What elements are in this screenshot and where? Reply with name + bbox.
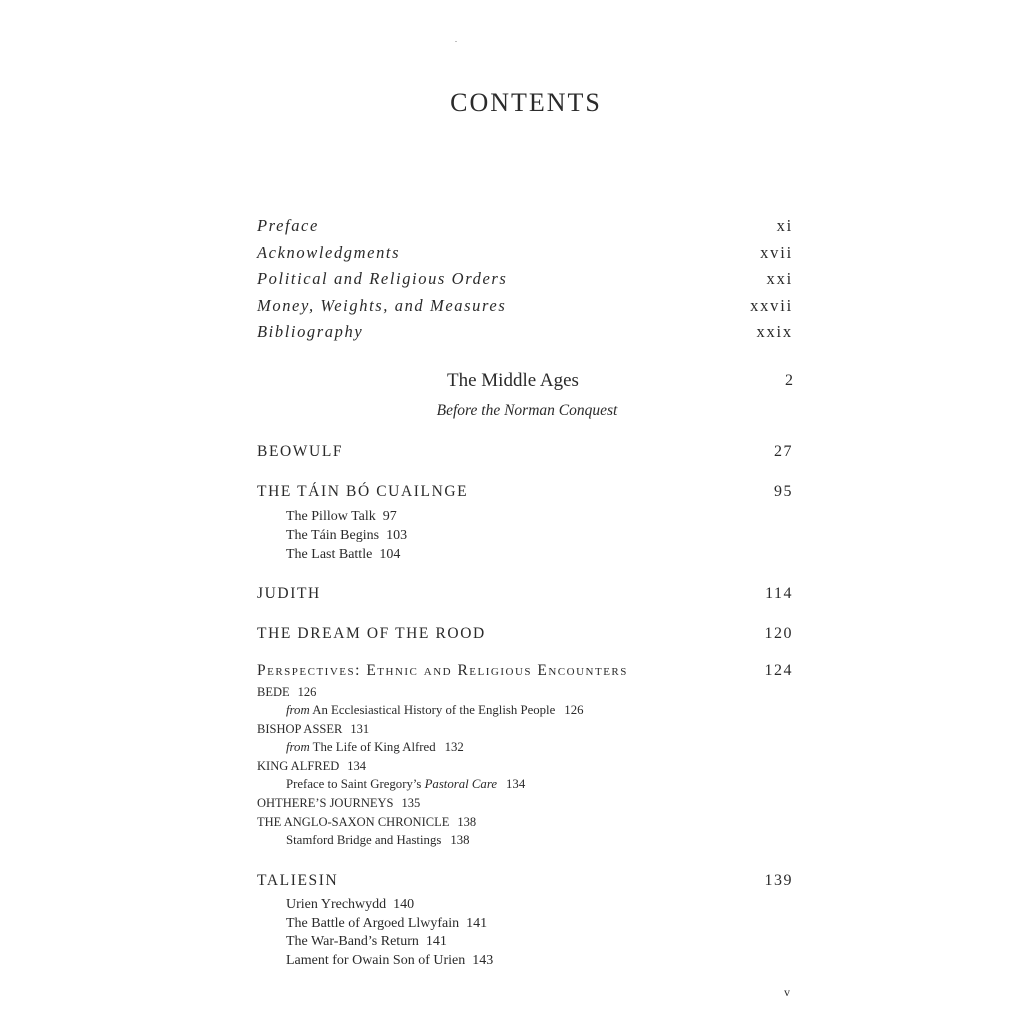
toc-author-label: BEDE: [257, 685, 290, 699]
toc-entry-dream-of-the-rood: [257, 625, 793, 647]
toc-author-label: BISHOP ASSER: [257, 722, 343, 736]
toc-subentry-page: 141: [466, 916, 488, 931]
toc-subentry-label: The War-Band’s Return: [286, 934, 419, 949]
toc-work-page: 138: [450, 833, 470, 847]
toc-work: [286, 833, 470, 848]
toc-author-page: 135: [401, 796, 421, 810]
toc-subentry-label: The Táin Begins: [286, 528, 380, 543]
toc-entry-label: THE TÁIN BÓ CUAILNGE: [257, 483, 469, 500]
toc-entry-label: TALIESIN: [257, 872, 339, 889]
toc-entry-label: Perspectives: Ethnic and Religious Encounters: [257, 662, 628, 679]
part-title: The Middle Ages: [447, 370, 579, 391]
toc-entry-label: Political and Religious Orders: [257, 269, 508, 288]
toc-entry-page: xxix: [756, 322, 793, 341]
toc-entry-preface: [257, 216, 793, 238]
toc-work: [286, 703, 584, 718]
toc-work-page: 134: [506, 777, 526, 791]
part-subtitle: Before the Norman Conquest: [436, 402, 618, 419]
toc-author-label: OHTHERE’S JOURNEYS: [257, 796, 394, 810]
toc-work-prefix: from: [286, 703, 310, 717]
toc-work: [286, 777, 525, 792]
toc-entry-page: xi: [776, 216, 793, 235]
toc-entry-beowulf: [257, 443, 793, 465]
toc-subentry: [286, 953, 493, 969]
page-title: CONTENTS: [450, 88, 602, 117]
toc-entry-label: THE DREAM OF THE ROOD: [257, 625, 486, 642]
toc-author: [257, 796, 420, 811]
toc-work-label: An Ecclesiastical History of the English People: [312, 703, 556, 717]
toc-entry-page: 120: [764, 625, 793, 642]
toc-entry-taliesin: [257, 872, 793, 894]
toc-subentry: [286, 916, 487, 932]
toc-entry-acknowledgments: [257, 243, 793, 265]
toc-entry-label: JUDITH: [257, 585, 321, 602]
toc-entry-page: 95: [774, 483, 793, 500]
toc-entry-page: 27: [774, 443, 793, 460]
toc-work-label: The Life of King Alfred: [312, 740, 436, 754]
toc-author-label: KING ALFRED: [257, 759, 340, 773]
toc-entry-label: Money, Weights, and Measures: [257, 296, 507, 315]
toc-work-prefix: from: [286, 740, 310, 754]
toc-subentry: [286, 528, 407, 544]
toc-subentry: [286, 897, 414, 913]
toc-subentry-page: 141: [425, 934, 447, 949]
toc-subentry-page: 97: [382, 509, 397, 524]
toc-author-page: 134: [347, 759, 367, 773]
toc-author: [257, 685, 316, 700]
toc-work: [286, 740, 464, 755]
toc-entry-judith: [257, 585, 793, 607]
toc-entry-money-weights: [257, 296, 793, 318]
toc-author: [257, 722, 369, 737]
toc-subentry-label: Urien Yrechwydd: [286, 897, 387, 912]
toc-subentry-label: The Last Battle: [286, 547, 373, 562]
paper-speck: [455, 41, 457, 42]
toc-entry-page: xxi: [766, 269, 793, 288]
toc-work-title: Pastoral Care: [424, 777, 498, 791]
toc-entry-page: 124: [764, 662, 793, 679]
toc-entry-label: Preface: [257, 216, 319, 235]
toc-subentry-label: The Pillow Talk: [286, 509, 376, 524]
toc-entry-bibliography: [257, 322, 793, 344]
toc-subentry-label: Lament for Owain Son of Urien: [286, 953, 466, 968]
toc-subentry-page: 140: [393, 897, 415, 912]
toc-subentry-page: 143: [472, 953, 494, 968]
toc-work-page: 132: [444, 740, 464, 754]
toc-subentry-page: 104: [379, 547, 401, 562]
toc-author-label: THE ANGLO-SAXON CHRONICLE: [257, 815, 450, 829]
toc-author-page: 138: [457, 815, 477, 829]
toc-author-page: 131: [350, 722, 370, 736]
toc-entry-page: 114: [765, 585, 793, 602]
toc-work-page: 126: [564, 703, 584, 717]
toc-entry-perspectives: [257, 662, 793, 684]
toc-subentry-label: The Battle of Argoed Llwyfain: [286, 916, 460, 931]
toc-author-page: 126: [297, 685, 317, 699]
toc-work-label: Preface to Saint Gregory’s: [286, 777, 422, 791]
toc-subentry: [286, 934, 447, 950]
toc-entry-page: xvii: [760, 243, 793, 262]
part-heading: [257, 370, 793, 396]
toc-entry-tain: [257, 483, 793, 505]
toc-author: [257, 815, 476, 830]
toc-work-label: Stamford Bridge and Hastings: [286, 833, 442, 847]
toc-entry-political-orders: [257, 269, 793, 291]
toc-author: [257, 759, 366, 774]
toc-subentry: [286, 509, 397, 525]
toc-entry-label: Bibliography: [257, 322, 364, 341]
toc-entry-label: Acknowledgments: [257, 243, 401, 262]
toc-entry-page: xxvii: [750, 296, 793, 315]
toc-subentry: [286, 547, 400, 563]
page-number: v: [784, 985, 790, 999]
toc-subentry-page: 103: [386, 528, 408, 543]
part-page: 2: [785, 372, 793, 389]
toc-entry-label: BEOWULF: [257, 443, 344, 460]
toc-entry-page: 139: [764, 872, 793, 889]
